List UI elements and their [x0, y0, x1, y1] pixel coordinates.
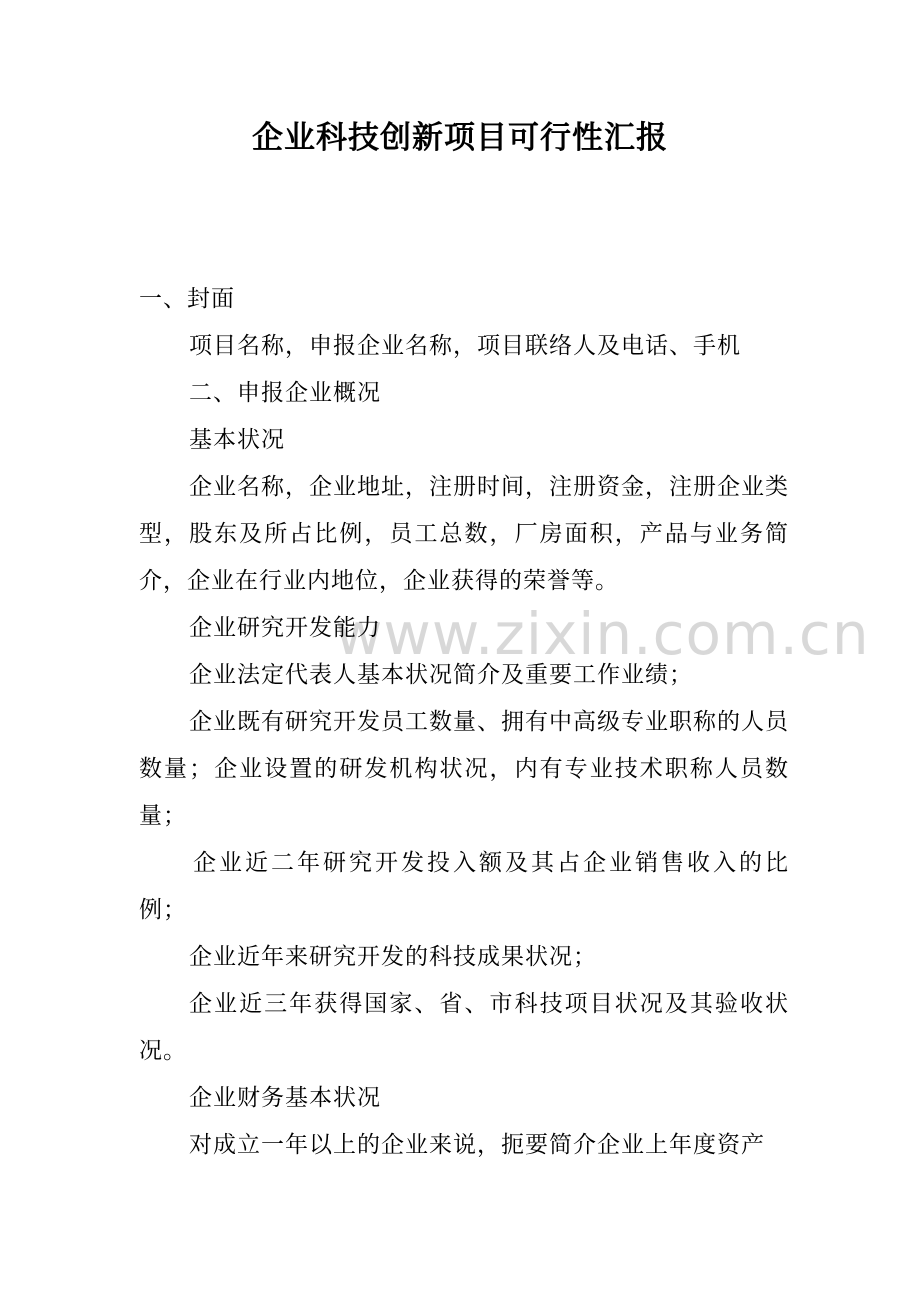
watermark: www.zixin.com.cn: [335, 600, 870, 668]
subheading-basic-status: 基本状况: [189, 427, 285, 453]
paragraph: 企业近三年获得国家、省、市科技项目状况及其验收状况。: [139, 991, 789, 1064]
paragraph: 企业名称，企业地址，注册时间，注册资金，注册企业类型，股东及所占比例，员工总数，厂房面积，产品与业务简介，企业在行业内地位，企业获得的荣誉等。: [139, 474, 789, 594]
document-body: [139, 276, 789, 1169]
paragraph: 对成立一年以上的企业来说，扼要简介企业上年度资产: [189, 1132, 765, 1158]
paragraph: 企业近年来研究开发的科技成果状况；: [189, 944, 597, 970]
paragraph: 企业法定代表人基本状况简介及重要工作业绩；: [189, 662, 693, 688]
section-heading-company-overview: 二、申报企业概况: [189, 380, 381, 406]
document-title: 企业科技创新项目可行性汇报: [252, 120, 668, 156]
paragraph: 企业既有研究开发员工数量、拥有中高级专业职称的人员数量；企业设置的研发机构状况，内有专业技术职称人员数量；: [139, 709, 789, 829]
paragraph: 项目名称，申报企业名称，项目联络人及电话、手机: [189, 333, 741, 359]
subheading-financial-status: 企业财务基本状况: [189, 1085, 381, 1111]
subheading-rd-capability: 企业研究开发能力: [189, 615, 381, 641]
paragraph: 企业近二年研究开发投入额及其占企业销售收入的比例；: [139, 850, 789, 923]
section-heading-cover: 一、封面: [139, 286, 235, 312]
